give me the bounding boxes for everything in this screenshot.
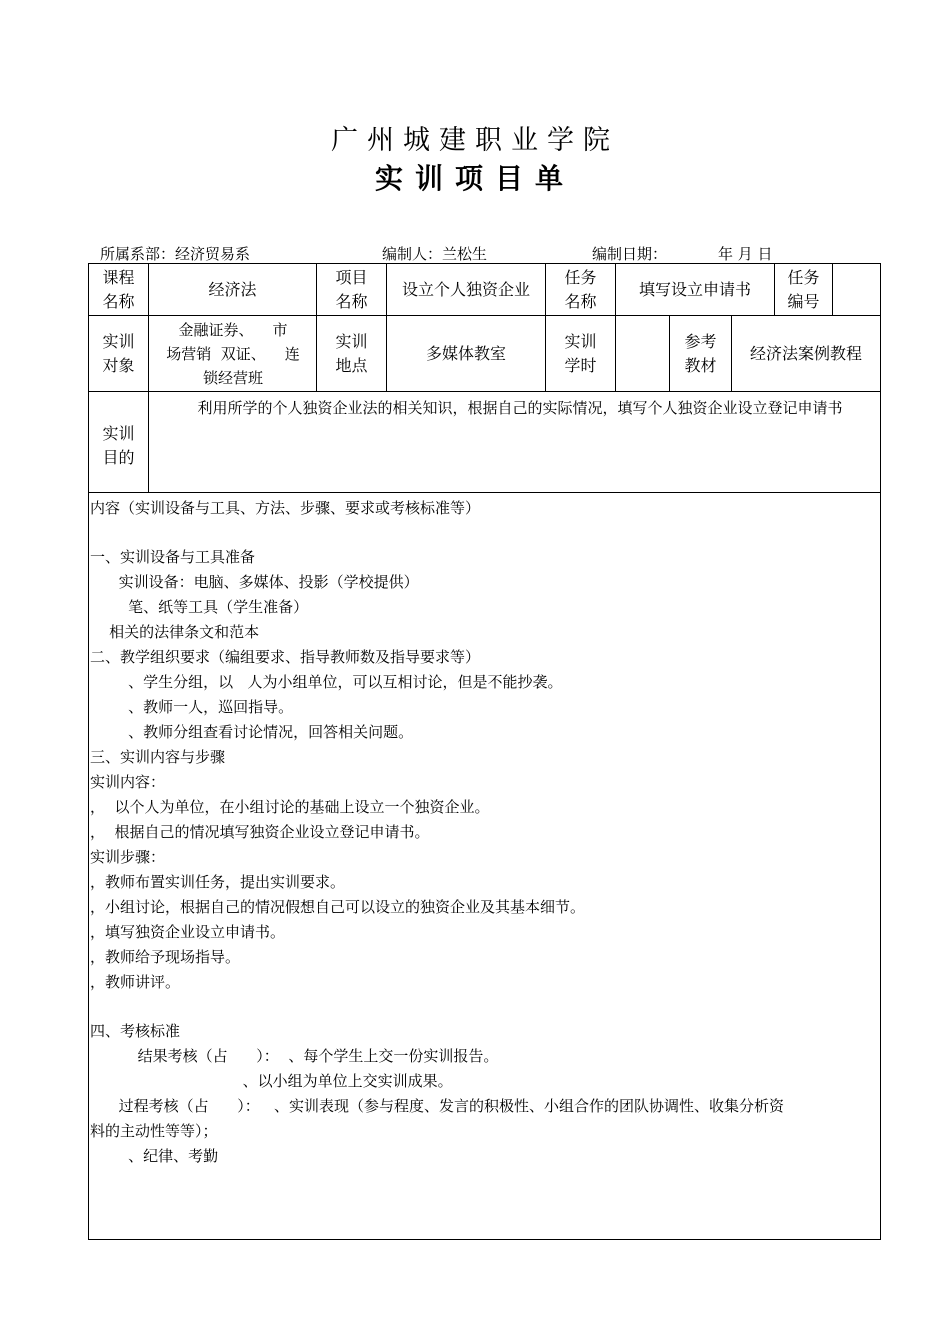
task-number-value — [833, 264, 880, 315]
content-line: 、教师分组查看讨论情况，回答相关问题。 — [90, 723, 414, 741]
content-line: 实训设备：电脑、多媒体、投影（学校提供） — [90, 573, 419, 591]
content-line: 过程考核（占 ）： 、实训表现（参与程度、发言的积极性、小组合作的团队协调性、收集分析资 — [90, 1097, 785, 1115]
project-name-value: 设立个人独资企业 — [401, 279, 530, 299]
reference-book-value: 经济法案例教程 — [749, 343, 862, 363]
training-hours-value — [616, 316, 669, 391]
content-line: ，小组讨论，根据自己的情况假想自己可以设立的独资企业及其基本细节。 — [90, 898, 586, 916]
content-line: 、以小组为单位上交实训成果。 — [90, 1072, 453, 1090]
content-line: 四、考核标准 — [90, 1022, 181, 1040]
task-name-label: 任务 名称 — [564, 267, 597, 311]
training-hours-label: 实训 学时 — [564, 331, 597, 375]
task-name-value: 填写设立申请书 — [638, 279, 751, 299]
project-name-label: 项目 名称 — [335, 267, 368, 311]
training-place-value: 多媒体教室 — [425, 343, 506, 363]
training-purpose-value: 利用所学的个人独资企业法的相关知识，根据自己的实际情况，填写个人独资企业设立登记申请书 — [197, 399, 843, 417]
date-fill: 年 月 日 — [718, 245, 773, 263]
training-target-label: 实训 对象 — [102, 331, 135, 375]
course-name-label: 课程 名称 — [102, 267, 135, 311]
content-line: 结果考核（占 ）： 、每个学生上交一份实训报告。 — [90, 1047, 499, 1065]
content-line: ， 以个人为单位，在小组讨论的基础上设立一个独资企业。 — [90, 798, 490, 816]
training-place-label: 实训 地点 — [335, 331, 368, 375]
content-line: ，填写独资企业设立申请书。 — [90, 923, 286, 941]
department-label: 所属系部：经济贸易系 — [100, 245, 251, 263]
content-line: 料的主动性等等）； — [90, 1122, 218, 1140]
content-line: ，教师布置实训任务，提出实训要求。 — [90, 873, 346, 891]
content-line: 实训步骤： — [90, 848, 166, 866]
school-name: 广州城建职业学院 — [331, 125, 619, 156]
content-heading: 内容（实训设备与工具、方法、步骤、要求或考核标准等） — [90, 499, 481, 517]
reference-book-label: 参考 教材 — [684, 331, 717, 375]
content-line: 一、实训设备与工具准备 — [90, 548, 256, 566]
content-line: 相关的法律条文和范本 — [90, 623, 260, 641]
content-line: ，教师给予现场指导。 — [90, 948, 241, 966]
content-line: 笔、纸等工具（学生准备） — [90, 598, 309, 616]
content-line: ， 根据自己的情况填写独资企业设立登记申请书。 — [90, 823, 430, 841]
content-line: 、教师一人，巡回指导。 — [90, 698, 294, 716]
training-purpose-label: 实训 目的 — [102, 424, 135, 467]
training-target-value: 金融证券、 市 场营销 双证、 连 锁经营班 — [166, 320, 300, 387]
content-line: 实训内容： — [90, 773, 166, 791]
course-name-value: 经济法 — [208, 279, 257, 299]
content-line: 、学生分组，以 人为小组单位，可以互相讨论，但是不能抄袭。 — [90, 673, 563, 691]
content-line: ，教师讲评。 — [90, 973, 181, 991]
content-line: 、纪律、考勤 — [90, 1147, 219, 1165]
document-title: 实训项目单 — [374, 162, 575, 195]
content-line: 二、教学组织要求（编组要求、指导教师数及指导要求等） — [90, 648, 481, 666]
content-line: 三、实训内容与步骤 — [90, 748, 226, 766]
editor-label: 编制人：兰松生 — [382, 245, 488, 263]
task-number-label: 任务 编号 — [787, 267, 820, 311]
date-label: 编制日期： — [592, 245, 668, 263]
